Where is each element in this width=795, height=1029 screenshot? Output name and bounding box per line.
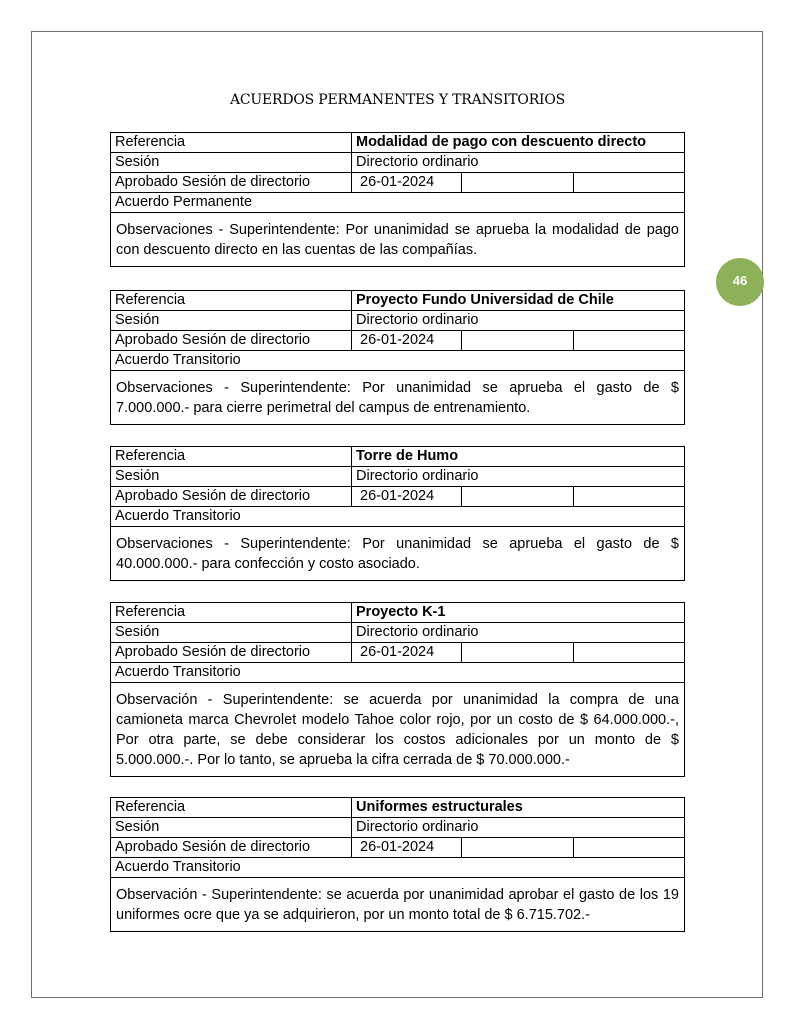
reference-row <box>111 798 684 818</box>
session-value: Directorio ordinario <box>356 312 479 328</box>
agreement-type: Acuerdo Transitorio <box>115 352 241 368</box>
session-row <box>111 818 684 838</box>
reference-value: Uniformes estructurales <box>356 799 523 815</box>
approved-row <box>111 643 684 663</box>
session-row <box>111 623 684 643</box>
approved-label: Aprobado Sesión de directorio <box>111 487 352 506</box>
session-label: Sesión <box>111 818 352 837</box>
agreement-type: Acuerdo Transitorio <box>115 859 241 875</box>
approved-date: 26-01-2024 <box>352 643 462 662</box>
empty-cell <box>462 331 574 350</box>
reference-value: Torre de Humo <box>356 448 459 464</box>
reference-value: Proyecto Fundo Universidad de Chile <box>356 292 614 308</box>
session-value: Directorio ordinario <box>356 819 479 835</box>
session-label: Sesión <box>111 623 352 642</box>
agreement-type-row <box>111 193 684 213</box>
session-value: Directorio ordinario <box>356 624 479 640</box>
session-row <box>111 153 684 173</box>
page-title: ACUERDOS PERMANENTES Y TRANSITORIOS <box>229 92 566 108</box>
reference-value: Modalidad de pago con descuento directo <box>356 134 647 150</box>
empty-cell <box>574 643 684 662</box>
empty-cell <box>462 643 574 662</box>
observations-text: Observaciones - Superintendente: Por unanimidad se aprueba el gasto de $ 40.000.000.- para confección y costo asociado. <box>116 536 679 572</box>
empty-cell <box>462 838 574 857</box>
empty-cell <box>574 331 684 350</box>
session-value: Directorio ordinario <box>356 154 479 170</box>
approved-row <box>111 838 684 858</box>
reference-row <box>111 291 684 311</box>
agreement-type-row <box>111 351 684 371</box>
agreement-type: Acuerdo Transitorio <box>115 508 241 524</box>
approved-date: 26-01-2024 <box>352 331 462 350</box>
agreement-table <box>110 132 685 267</box>
empty-cell <box>462 173 574 192</box>
approved-row <box>111 331 684 351</box>
reference-row <box>111 133 684 153</box>
agreement-type-row <box>111 663 684 683</box>
observations-text: Observación - Superintendente: se acuerda por unanimidad aprobar el gasto de los 19 uniformes ocre que ya se adquirieron, por un monto total de $ 6.715.702.- <box>116 887 679 923</box>
agreement-type-row <box>111 507 684 527</box>
page-number-badge: 46 <box>716 258 764 306</box>
agreement-table <box>110 446 685 581</box>
approved-date: 26-01-2024 <box>352 173 462 192</box>
approved-date: 26-01-2024 <box>352 487 462 506</box>
approved-row <box>111 487 684 507</box>
approved-label: Aprobado Sesión de directorio <box>111 643 352 662</box>
observations-text: Observaciones - Superintendente: Por unanimidad se aprueba el gasto de $ 7.000.000.- para cierre perimetral del campus de entrenamiento. <box>116 380 679 416</box>
session-value: Directorio ordinario <box>356 468 479 484</box>
empty-cell <box>574 173 684 192</box>
agreement-type: Acuerdo Transitorio <box>115 664 241 680</box>
empty-cell <box>574 487 684 506</box>
approved-label: Aprobado Sesión de directorio <box>111 838 352 857</box>
approved-date: 26-01-2024 <box>352 838 462 857</box>
empty-cell <box>462 487 574 506</box>
session-label: Sesión <box>111 153 352 172</box>
agreement-type: Acuerdo Permanente <box>115 194 253 210</box>
reference-value: Proyecto K-1 <box>356 604 446 620</box>
observations-text: Observaciones - Superintendente: Por unanimidad se aprueba la modalidad de pago con descuento directo en las cuentas de las compañías. <box>116 222 679 258</box>
approved-row <box>111 173 684 193</box>
reference-row <box>111 447 684 467</box>
session-row <box>111 311 684 331</box>
session-label: Sesión <box>111 311 352 330</box>
reference-label: Referencia <box>111 447 352 466</box>
agreement-table <box>110 290 685 425</box>
agreement-table <box>110 797 685 932</box>
reference-row <box>111 603 684 623</box>
reference-label: Referencia <box>111 603 352 622</box>
approved-label: Aprobado Sesión de directorio <box>111 331 352 350</box>
reference-label: Referencia <box>111 798 352 817</box>
approved-label: Aprobado Sesión de directorio <box>111 173 352 192</box>
agreement-type-row <box>111 858 684 878</box>
empty-cell <box>574 838 684 857</box>
observations-text: Observación - Superintendente: se acuerda por unanimidad la compra de una camioneta marca Chevrolet modelo Tahoe color rojo, por un costo de $ 64.000.000.-, Por otra parte, se debe considerar los costos adicionales por un monto de $ 5.000.000.-. Por lo tanto, se aprueba la cifra cerrada de $ 70.000.000.- <box>116 692 679 768</box>
session-row <box>111 467 684 487</box>
agreement-table <box>110 602 685 777</box>
session-label: Sesión <box>111 467 352 486</box>
reference-label: Referencia <box>111 291 352 310</box>
reference-label: Referencia <box>111 133 352 152</box>
